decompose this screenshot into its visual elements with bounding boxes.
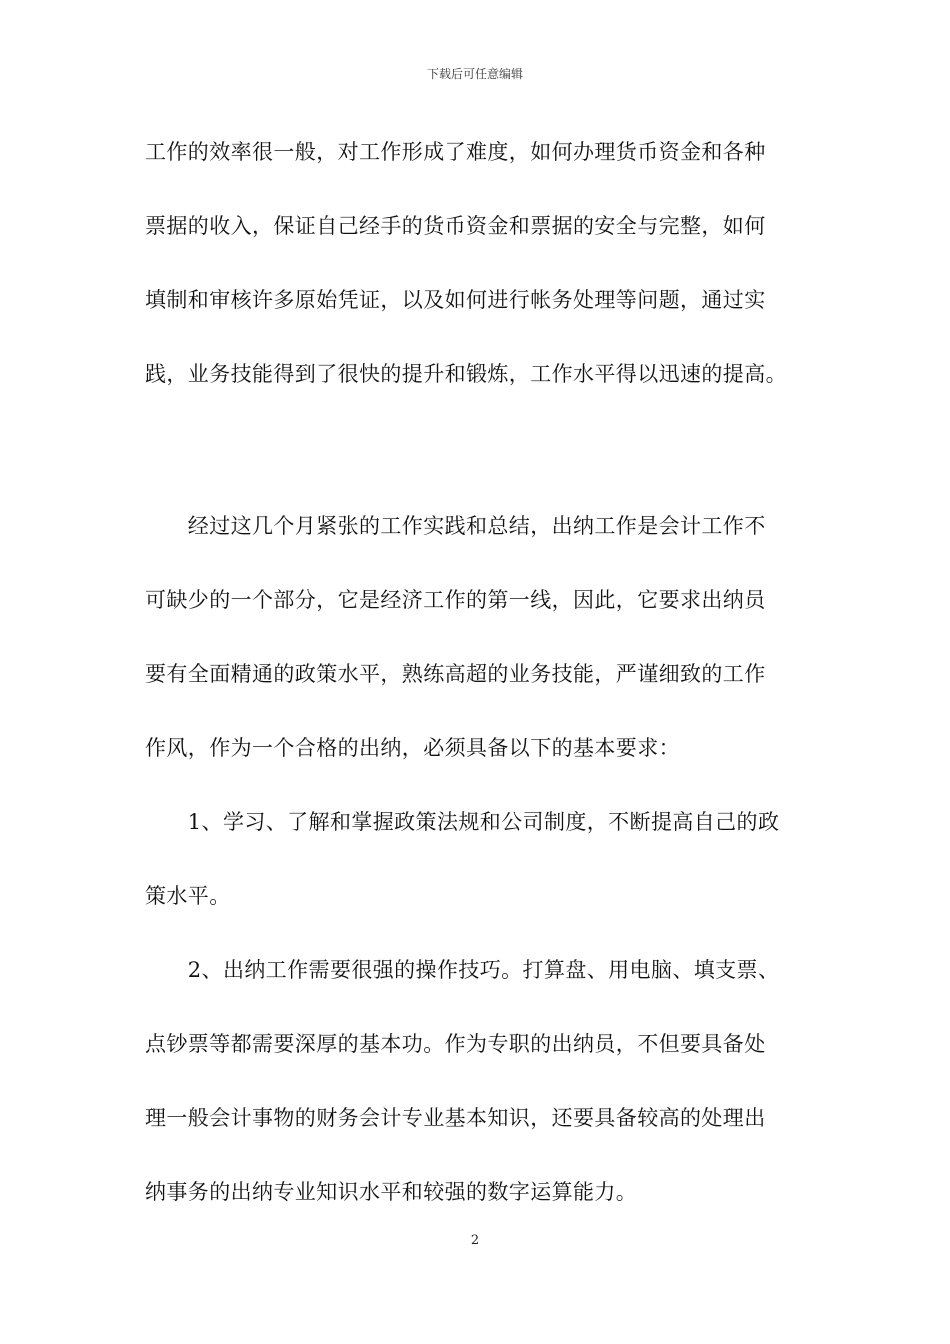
text-line: 点钞票等都需要深厚的基本功。作为专职的出纳员，不但要具备处 <box>145 1032 766 1056</box>
header-note: 下载后可任意编辑 <box>426 67 523 81</box>
text-line: 纳事务的出纳专业知识水平和较强的数字运算能力。 <box>145 1180 638 1204</box>
text-line: 填制和审核许多原始凭证，以及如何进行帐务处理等问题，通过实 <box>145 288 766 312</box>
text-line: 工作的效率很一般，对工作形成了难度，如何办理货币资金和各种 <box>145 140 766 164</box>
text-line: 2、出纳工作需要很强的操作技巧。打算盘、用电脑、填支票、 <box>145 958 780 982</box>
text-line: 可缺少的一个部分，它是经济工作的第一线，因此，它要求出纳员 <box>145 588 766 612</box>
text-line: 1、学习、了解和掌握政策法规和公司制度，不断提高自己的政 <box>145 810 780 834</box>
text-line: 践，业务技能得到了很快的提升和锻炼，工作水平得以迅速的提高。 <box>145 362 787 386</box>
text-line: 策水平。 <box>145 884 231 908</box>
text-line: 要有全面精通的政策水平，熟练高超的业务技能，严谨细致的工作 <box>145 662 766 686</box>
page-number: 2 <box>470 1233 480 1248</box>
text-line: 理一般会计事物的财务会计专业基本知识，还要具备较高的处理出 <box>145 1106 766 1130</box>
text-line: 票据的收入，保证自己经手的货币资金和票据的安全与完整，如何 <box>145 214 766 238</box>
text-line: 作风，作为一个合格的出纳，必须具备以下的基本要求： <box>145 736 680 760</box>
text-line: 经过这几个月紧张的工作实践和总结，出纳工作是会计工作不 <box>145 514 766 538</box>
